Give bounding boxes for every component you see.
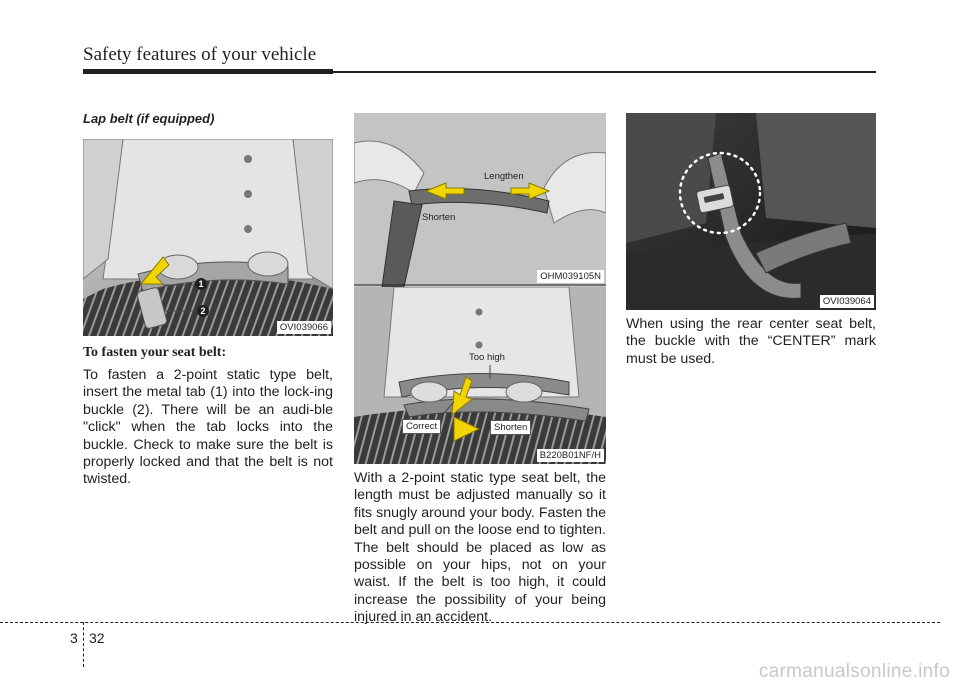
callout-1-tab: 1 bbox=[195, 278, 207, 290]
figure-rear-center-buckle-illustration bbox=[626, 113, 876, 310]
body-text-column-1: To fasten a 2-point static type belt, insert the metal tab (1) into the lock-ing buckle (2). There will be an audi-ble "click" when the tab locks into the buckle. Check to make sure the belt is properly locked and that the belt is not twisted. bbox=[83, 367, 333, 488]
subheading-fasten-seat-belt: To fasten your seat belt: bbox=[83, 345, 227, 360]
figure-belt-adjust bbox=[354, 113, 606, 287]
label-shorten: Shorten bbox=[422, 212, 456, 223]
section-heading: Lap belt (if equipped) bbox=[83, 111, 215, 126]
figure-lap-belt-fasten bbox=[83, 139, 333, 336]
label-too-high: Too high bbox=[469, 352, 505, 363]
figure-belt-adjust-illustration bbox=[354, 113, 606, 287]
label-shorten: Shorten bbox=[490, 420, 531, 435]
footer-page-number: 32 bbox=[89, 630, 105, 646]
figure-code-label: OVI039066 bbox=[277, 321, 331, 334]
label-lengthen: Lengthen bbox=[484, 171, 524, 182]
figure-rear-center-buckle bbox=[626, 113, 876, 310]
figure-code-label: OHM039105N bbox=[537, 270, 604, 283]
page-header-title: Safety features of your vehicle bbox=[83, 44, 317, 65]
body-text-column-3: When using the rear center seat belt, the buckle with the “CENTER” mark must be used. bbox=[626, 316, 876, 367]
figure-code-label: B220B01NF/H bbox=[537, 449, 604, 462]
figure-belt-placement-illustration bbox=[354, 287, 606, 464]
header-rule-thin bbox=[333, 71, 876, 73]
figure-belt-placement bbox=[354, 287, 606, 464]
watermark: carmanualsonline.info bbox=[758, 661, 950, 682]
body-text-column-2: With a 2-point static type seat belt, the length must be adjusted manually so it fits snugly around your body. Fasten the belt and pull on the loose end to tighten. The belt should be placed as low as possible on your hips, not on your waist. If the belt is too high, it could increase the possibility of your being injured in an accident. bbox=[354, 470, 606, 626]
figure-code-label: OVI039064 bbox=[820, 295, 874, 308]
footer-dashed-rule bbox=[0, 622, 940, 623]
footer-dashed-divider bbox=[83, 622, 84, 667]
label-correct: Correct bbox=[402, 419, 441, 434]
callout-2-buckle: 2 bbox=[197, 305, 209, 317]
header-rule-thick bbox=[83, 69, 333, 74]
footer-chapter-number: 3 bbox=[70, 630, 78, 646]
figure-lap-belt-fasten-illustration bbox=[83, 139, 333, 336]
